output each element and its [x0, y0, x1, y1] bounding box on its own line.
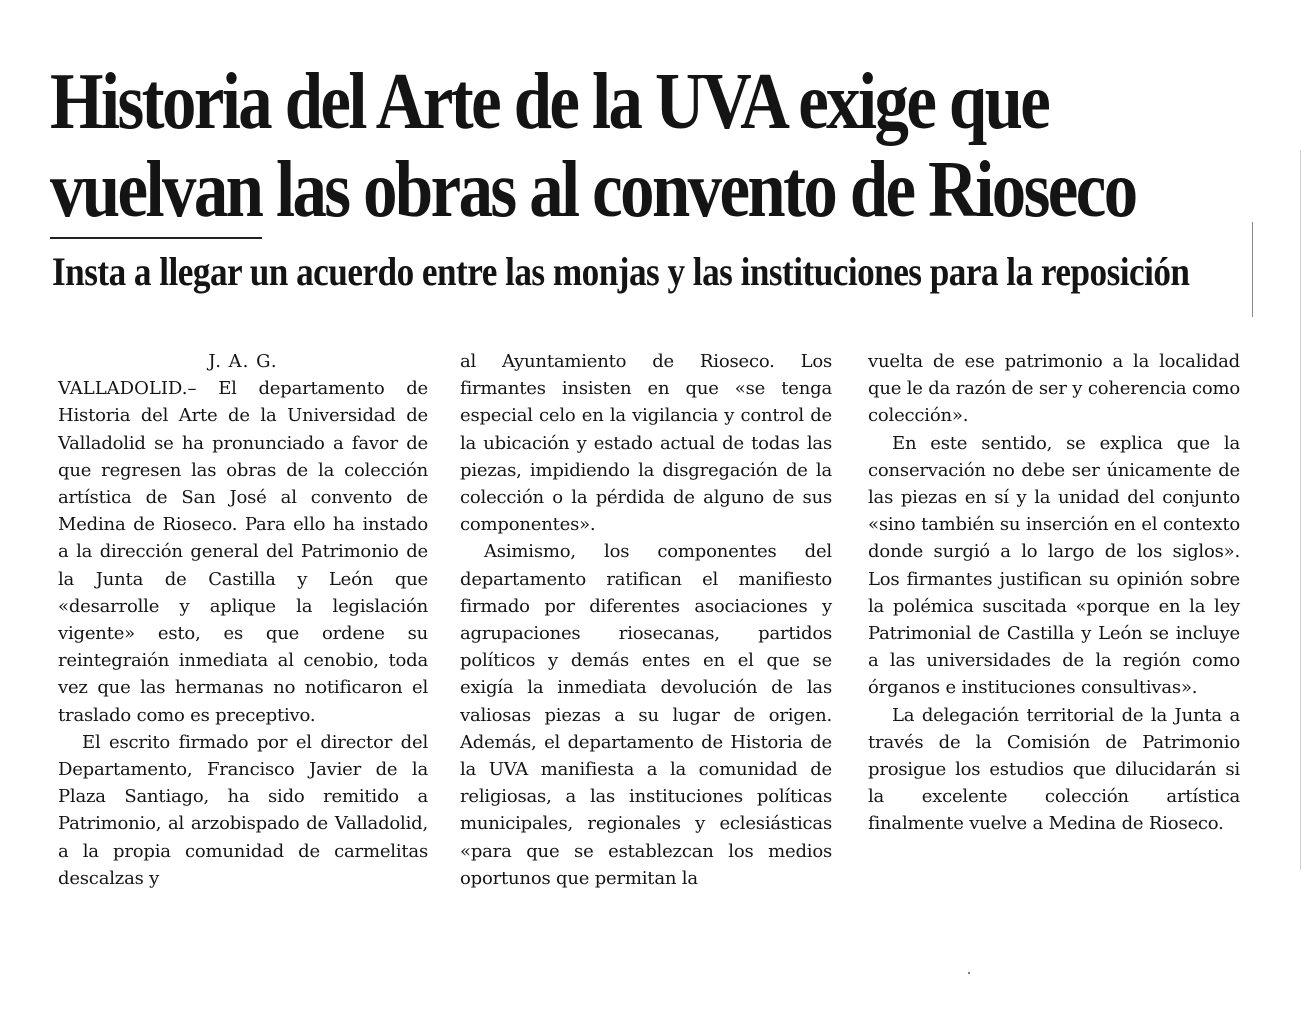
scan-edge-line-faint [1300, 150, 1301, 870]
headline-line-2: vuelvan las obras al convento de Rioseco [50, 146, 1136, 234]
article-column-1 [58, 348, 428, 892]
article-column-3 [868, 348, 1240, 838]
article-headline [50, 58, 1136, 234]
paragraph-1 [58, 375, 428, 729]
headline-line-1: Historia del Arte de la UVA exige que [50, 58, 1049, 146]
article-column-2 [460, 348, 832, 892]
paragraph-1-text: El departamento de Historia del Arte de la Universidad de Valladolid se ha pronunciado a favor de que regresen las obras de la colección artística de San José al convento de Medina de Rioseco. Para ello ha instado a la dirección general del Patrimonio de la Junta de Castilla y León que «desarrolle y aplique la legislación vigente» esto, es que ordene su reintegraión inmediata al cenobio, toda vez que las hermanas no notificaron el traslado como es preceptivo. [58, 378, 428, 726]
paragraph-3-continued: vuelta de ese patrimonio a la localidad que le da razón de ser y coherencia como colección». [868, 351, 1240, 427]
paragraph-3: Asimismo, los componentes del departamento ratifican el manifiesto firmado por diferentes asociaciones y agrupaciones riosecanas, partidos políticos y demás entes en el que se exigía la inmediata devolución de las valiosas piezas a su lugar de origen. Además, el departamento de Historia de la UVA manifiesta a la comunidad de religiosas, a las instituciones políticas municipales, regionales y eclesiásticas «para que se establezcan los medios oportunos que permitan la [460, 541, 832, 889]
paragraph-4: En este sentido, se explica que la conservación no debe ser únicamente de las piezas en sí y la unidad del conjunto «sino también su inserción en el contexto donde surgió a lo largo de los siglos». Los firmantes justifican su opinión sobre la polémica suscitada «porque en la ley Patrimonial de Castilla y León se incluye a las universidades de la región como órganos e instituciones consultivas». [868, 432, 1240, 699]
byline: J. A. G. [208, 351, 278, 372]
headline-divider [50, 237, 262, 239]
paragraph-2-continued: al Ayuntamiento de Rioseco. Los firmantes insisten en que «se tenga especial celo en la vigilancia y control de la ubicación y estado actual de todas las piezas, impidiendo la disgregación de la colección o la pérdida de alguno de sus componentes». [460, 351, 832, 536]
scan-edge-line [1252, 222, 1253, 317]
paragraph-5: La delegación territorial de la Junta a través de la Comisión de Patrimonio prosigue los estudios que dilucidarán si la excelente colección artística finalmente vuelve a Medina de Rioseco. [868, 704, 1240, 835]
article-subheadline: Insta a llegar un acuerdo entre las monjas y las instituciones para la reposición [52, 249, 1190, 294]
dateline: VALLADOLID.– [58, 378, 197, 400]
scan-speck [968, 972, 970, 974]
paragraph-2: El escrito firmado por el director del Departamento, Francisco Javier de la Plaza Santiago, ha sido remitido a Patrimonio, al arzobispado de Valladolid, a la propia comunidad de carmelitas descalzas y [58, 731, 428, 889]
